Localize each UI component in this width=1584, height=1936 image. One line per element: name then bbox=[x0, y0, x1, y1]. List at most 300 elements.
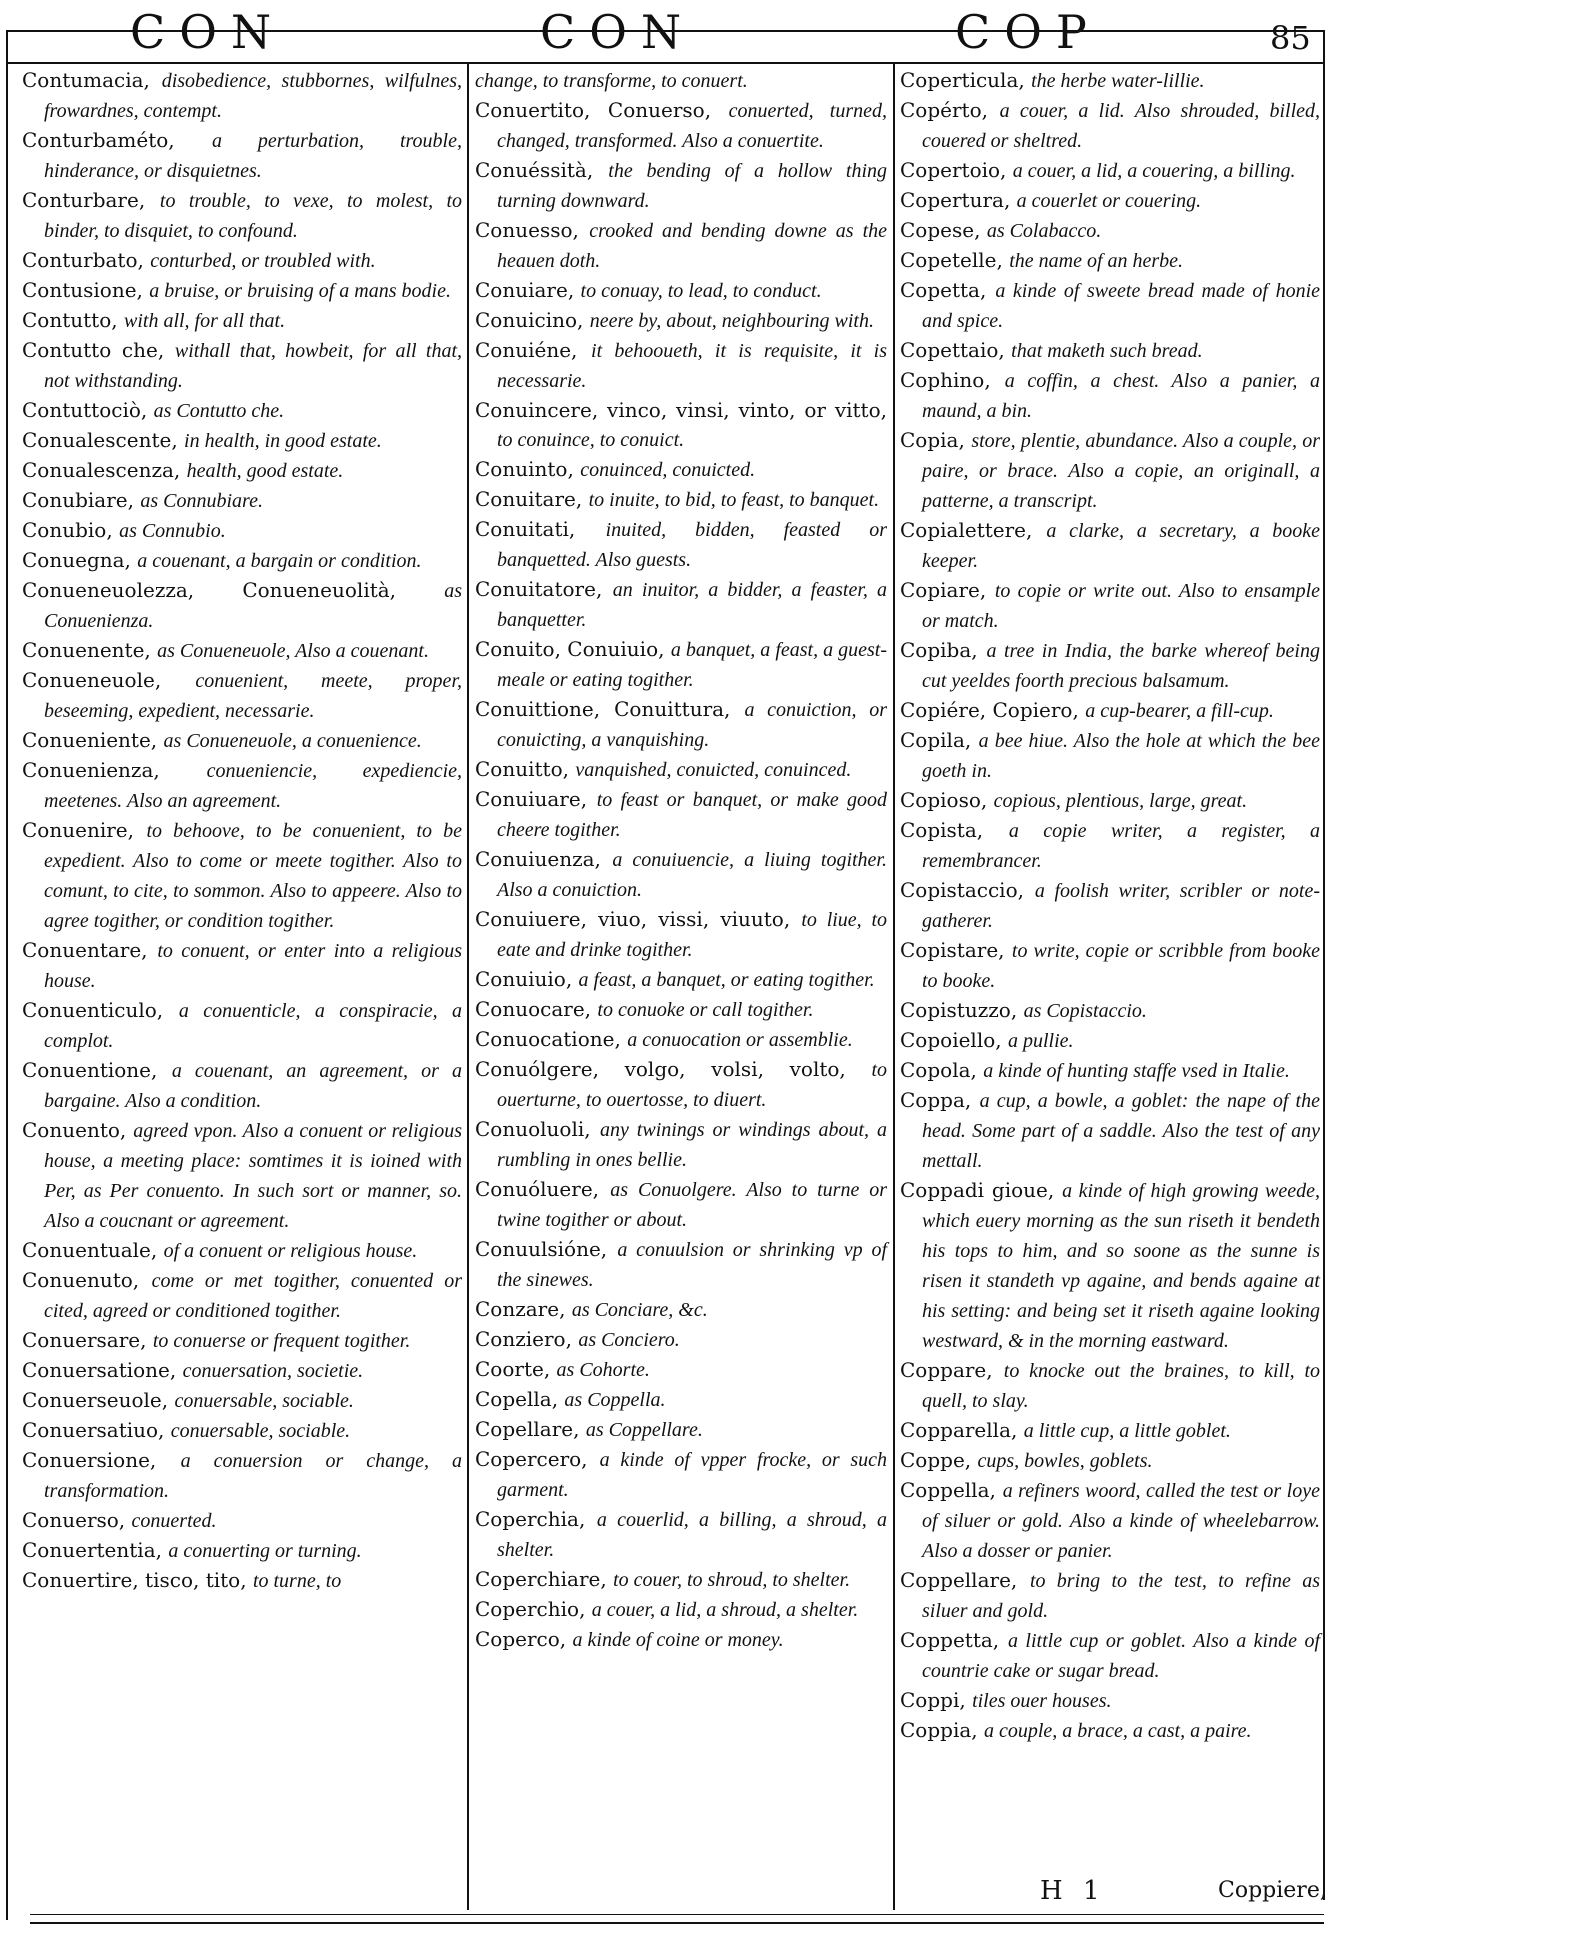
dictionary-entry bbox=[900, 936, 1320, 996]
definition: as Conuenienza. bbox=[44, 580, 462, 632]
definition: conuerted. bbox=[131, 1510, 217, 1532]
column-3 bbox=[900, 66, 1320, 1746]
dictionary-entry bbox=[900, 696, 1320, 726]
definition: the bending of a hollow thing turning downward. bbox=[497, 160, 887, 212]
headword: Conturbare, bbox=[22, 188, 146, 212]
definition: conuersable, sociable. bbox=[170, 1420, 351, 1442]
dictionary-entry bbox=[22, 516, 462, 546]
definition: cups, bowles, goblets. bbox=[977, 1450, 1153, 1472]
dictionary-entry bbox=[475, 216, 887, 276]
dictionary-entry bbox=[22, 996, 462, 1056]
running-head-3: COP bbox=[955, 5, 1101, 59]
dictionary-entry bbox=[900, 786, 1320, 816]
headword: Conuentare, bbox=[22, 938, 148, 962]
headword: Copia, bbox=[900, 428, 965, 452]
headword: Conuitare, bbox=[475, 487, 583, 511]
dictionary-entry bbox=[900, 1056, 1320, 1086]
definition: a perturbation, trouble, hinderance, or disquietnes. bbox=[44, 130, 462, 182]
headword: Copistuzzo, bbox=[900, 998, 1018, 1022]
dictionary-entry bbox=[22, 396, 462, 426]
definition: to trouble, to vexe, to molest, to binder, to disquiet, to confound. bbox=[44, 190, 463, 242]
headword: Conubio, bbox=[22, 518, 113, 542]
headword: Coppe, bbox=[900, 1448, 972, 1472]
headword: Conueneuolezza, Conueneuolità, bbox=[22, 578, 397, 602]
dictionary-entry bbox=[475, 396, 887, 455]
dictionary-entry bbox=[900, 1026, 1320, 1056]
definition: a pullie. bbox=[1007, 1030, 1074, 1052]
definition: to turne, to bbox=[252, 1570, 342, 1592]
definition: a conuerting or turning. bbox=[168, 1540, 362, 1562]
definition: a kinde of high growing weede, which euery morning as the sun riseth it bendeth his tops to him, and so soone as the sunne is risen it standeth vp againe, and bends againe at his setting: and being set it riseth againe looking westward, & in the morning eastward. bbox=[922, 1180, 1321, 1352]
definition: tiles ouer houses. bbox=[972, 1690, 1112, 1712]
definition: to conuince, to conuict. bbox=[497, 429, 685, 451]
dictionary-entry bbox=[475, 515, 887, 575]
headword: Conuitatore, bbox=[475, 577, 603, 601]
headword: Copista, bbox=[900, 818, 984, 842]
headword: Conuoluoli, bbox=[475, 1117, 591, 1141]
headword: Copettaio, bbox=[900, 338, 1005, 362]
headword: Coppetta, bbox=[900, 1628, 1000, 1652]
headword: Conuenente, bbox=[22, 638, 151, 662]
headword: Conuéssità, bbox=[475, 158, 594, 182]
definition: to conuoke or call togither. bbox=[597, 999, 814, 1021]
dictionary-entry bbox=[22, 756, 462, 816]
dictionary-entry bbox=[475, 336, 887, 396]
headword: Conuulsióne, bbox=[475, 1237, 608, 1261]
dictionary-entry bbox=[900, 336, 1320, 366]
dictionary-entry bbox=[475, 1625, 887, 1655]
headword: Contuttociò, bbox=[22, 398, 148, 422]
headword: Conuittione, Conuittura, bbox=[475, 697, 731, 721]
dictionary-entry bbox=[22, 306, 462, 336]
headword: Conturbato, bbox=[22, 248, 144, 272]
header-rule bbox=[6, 62, 1325, 64]
definition: a conuersion or change, a transformation. bbox=[44, 1450, 463, 1502]
dictionary-entry bbox=[900, 366, 1320, 426]
headword: Coorte, bbox=[475, 1357, 551, 1381]
headword: Coppa, bbox=[900, 1088, 972, 1112]
definition: neere by, about, neighbouring with. bbox=[589, 310, 874, 332]
headword: Copila, bbox=[900, 728, 972, 752]
dictionary-entry bbox=[22, 816, 462, 936]
headword: Conuegna, bbox=[22, 548, 131, 572]
dictionary-entry bbox=[475, 785, 887, 845]
dictionary-entry bbox=[900, 426, 1320, 516]
headword: Conueniente, bbox=[22, 728, 158, 752]
headword: Conualescente, bbox=[22, 428, 178, 452]
dictionary-entry bbox=[22, 546, 462, 576]
definition: conturbed, or troubled with. bbox=[150, 250, 376, 272]
dictionary-entry bbox=[900, 996, 1320, 1026]
dictionary-entry bbox=[475, 635, 887, 695]
dictionary-entry bbox=[475, 1595, 887, 1625]
column-2 bbox=[475, 66, 887, 1655]
definition: a banquet, a feast, a guest-meale or eating togither. bbox=[497, 639, 887, 691]
dictionary-entry bbox=[22, 1386, 462, 1416]
definition: a couenant, a bargain or condition. bbox=[137, 550, 422, 572]
definition: store, plentie, abundance. Also a couple, or paire, or brace. Also a copie, an originall, a patterne, a transcript. bbox=[922, 430, 1320, 512]
dictionary-entry bbox=[900, 1176, 1320, 1356]
dictionary-entry bbox=[475, 66, 887, 96]
column-rule-1 bbox=[467, 64, 469, 1910]
definition: copious, plentious, large, great. bbox=[993, 790, 1248, 812]
definition: a kinde of coine or money. bbox=[572, 1629, 784, 1651]
dictionary-entry bbox=[900, 246, 1320, 276]
headword: Copola, bbox=[900, 1058, 977, 1082]
frame-left-rule bbox=[6, 30, 8, 1920]
dictionary-entry bbox=[475, 1325, 887, 1355]
dictionary-entry bbox=[900, 636, 1320, 696]
headword: Coppi, bbox=[900, 1688, 966, 1712]
frame-bottom-thin-rule bbox=[30, 1914, 1324, 1915]
definition: a coffin, a chest. Also a panier, a maund, a bin. bbox=[922, 370, 1320, 422]
definition: to knocke out the braines, to kill, to quell, to slay. bbox=[922, 1360, 1321, 1412]
definition: vanquished, conuicted, conuinced. bbox=[575, 759, 852, 781]
definition: change, to transforme, to conuert. bbox=[475, 70, 748, 92]
definition: as Coppella. bbox=[564, 1389, 666, 1411]
dictionary-entry bbox=[900, 186, 1320, 216]
headword: Coppella, bbox=[900, 1478, 996, 1502]
dictionary-entry bbox=[22, 1416, 462, 1446]
dictionary-entry bbox=[475, 1505, 887, 1565]
dictionary-entry bbox=[22, 936, 462, 996]
dictionary-entry bbox=[475, 1115, 887, 1175]
definition: in health, in good estate. bbox=[184, 430, 382, 452]
headword: Conuerso, bbox=[22, 1508, 126, 1532]
dictionary-entry bbox=[475, 485, 887, 515]
definition: a cup-bearer, a fill-cup. bbox=[1085, 700, 1274, 722]
headword: Conuesso, bbox=[475, 218, 579, 242]
definition: a kinde of hunting staffe vsed in Italie. bbox=[983, 1060, 1290, 1082]
dictionary-entry bbox=[475, 1445, 887, 1505]
definition: an inuitor, a bidder, a feaster, a banquetter. bbox=[497, 579, 888, 631]
headword: Conuiuenza, bbox=[475, 847, 601, 871]
dictionary-entry bbox=[475, 1295, 887, 1325]
definition: to conuerse or frequent togither. bbox=[152, 1330, 411, 1352]
dictionary-entry bbox=[475, 1175, 887, 1235]
dictionary-entry bbox=[22, 636, 462, 666]
headword: Conuenienza, bbox=[22, 758, 160, 782]
headword: Cophino, bbox=[900, 368, 991, 392]
definition: any twinings or windings about, a rumbling in ones bellie. bbox=[497, 1119, 888, 1171]
headword: Conuólgere, volgo, volsi, volto, bbox=[475, 1057, 846, 1081]
dictionary-entry bbox=[475, 1235, 887, 1295]
headword: Copistare, bbox=[900, 938, 1005, 962]
definition: come or met togither, conuented or cited, agreed or conditioned togither. bbox=[44, 1270, 462, 1322]
catchword: Coppiere, bbox=[1218, 1878, 1327, 1903]
column-1 bbox=[22, 66, 462, 1596]
running-head-1: CON bbox=[130, 5, 286, 59]
definition: a couer, a lid, a shroud, a shelter. bbox=[591, 1599, 859, 1621]
headword: Conuertito, Conuerso, bbox=[475, 98, 712, 122]
definition: to copie or write out. Also to ensample or match. bbox=[922, 580, 1321, 632]
headword: Copetelle, bbox=[900, 248, 1003, 272]
headword: Conuocatione, bbox=[475, 1027, 621, 1051]
headword: Conuincere, vinco, vinsi, vinto, or vitto, bbox=[475, 398, 887, 422]
definition: as Conueneuole, a conuenience. bbox=[163, 730, 422, 752]
headword: Copella, bbox=[475, 1387, 559, 1411]
definition: to conuent, or enter into a religious house. bbox=[44, 940, 463, 992]
headword: Conuocare, bbox=[475, 997, 592, 1021]
dictionary-entry bbox=[475, 156, 887, 216]
definition: a conuulsion or shrinking vp of the sinewes. bbox=[497, 1239, 888, 1291]
definition: inuited, bidden, feasted or banquetted. Also guests. bbox=[497, 519, 888, 571]
headword: Coppia, bbox=[900, 1718, 978, 1742]
definition: as Connubiare. bbox=[140, 490, 263, 512]
dictionary-entry bbox=[900, 1626, 1320, 1686]
definition: a little cup or goblet. Also a kinde of countrie cake or sugar bread. bbox=[922, 1630, 1321, 1682]
dictionary-entry bbox=[900, 156, 1320, 186]
headword: Copiba, bbox=[900, 638, 978, 662]
headword: Copistaccio, bbox=[900, 878, 1024, 902]
headword: Copoiello, bbox=[900, 1028, 1002, 1052]
dictionary-entry bbox=[900, 516, 1320, 576]
column-rule-2 bbox=[893, 64, 895, 1910]
dictionary-entry bbox=[900, 816, 1320, 876]
definition: a tree in India, the barke whereof being cut yeeldes foorth precious balsamum. bbox=[922, 640, 1320, 692]
definition: to liue, to eate and drinke togither. bbox=[497, 909, 888, 961]
definition: it behooueth, it is requisite, it is necessarie. bbox=[497, 340, 887, 392]
headword: Copialettere, bbox=[900, 518, 1033, 542]
dictionary-entry bbox=[900, 1566, 1320, 1626]
definition: as Conueneuole, Also a couenant. bbox=[157, 640, 429, 662]
headword: Conuersare, bbox=[22, 1328, 147, 1352]
headword: Coperco, bbox=[475, 1627, 567, 1651]
headword: Conturbaméto, bbox=[22, 128, 175, 152]
headword: Conuitto, bbox=[475, 757, 569, 781]
definition: a couer, a lid, a couering, a billing. bbox=[1012, 160, 1296, 182]
dictionary-entry bbox=[475, 1055, 887, 1115]
definition: conuenient, meete, proper, beseeming, expedient, necessarie. bbox=[44, 670, 463, 722]
headword: Conuersione, bbox=[22, 1448, 157, 1472]
dictionary-entry bbox=[22, 726, 462, 756]
definition: a cup, a bowle, a goblet: the nape of the head. Some part of a saddle. Also the test of any mettall. bbox=[922, 1090, 1320, 1172]
dictionary-entry bbox=[22, 246, 462, 276]
definition: as Colabacco. bbox=[986, 220, 1102, 242]
dictionary-entry bbox=[475, 965, 887, 995]
dictionary-entry bbox=[22, 426, 462, 456]
headword: Conuóluere, bbox=[475, 1177, 600, 1201]
definition: a conuiuencie, a liuing togither. Also a conuiction. bbox=[497, 849, 887, 901]
dictionary-entry bbox=[900, 1476, 1320, 1566]
headword: Copetta, bbox=[900, 278, 987, 302]
definition: with all, for all that. bbox=[123, 310, 286, 332]
dictionary-entry bbox=[22, 1266, 462, 1326]
headword: Copertoio, bbox=[900, 158, 1007, 182]
headword: Conuersatiuo, bbox=[22, 1418, 165, 1442]
headword: Coppare, bbox=[900, 1358, 993, 1382]
definition: a couple, a brace, a cast, a paire. bbox=[984, 1720, 1252, 1742]
dictionary-entry bbox=[475, 995, 887, 1025]
dictionary-entry bbox=[900, 216, 1320, 246]
dictionary-entry bbox=[475, 845, 887, 905]
dictionary-entry bbox=[900, 1356, 1320, 1416]
frame-bottom-rule bbox=[30, 1922, 1324, 1924]
headword: Copertura, bbox=[900, 188, 1011, 212]
definition: a little cup, a little goblet. bbox=[1023, 1420, 1231, 1442]
headword: Conueneuole, bbox=[22, 668, 162, 692]
headword: Conuertire, tisco, tito, bbox=[22, 1568, 247, 1592]
dictionary-entry bbox=[475, 575, 887, 635]
definition: the name of an herbe. bbox=[1009, 250, 1184, 272]
headword: Copioso, bbox=[900, 788, 988, 812]
headword: Conuertentia, bbox=[22, 1538, 162, 1562]
definition: conuerted, turned, changed, transformed. Also a conuertite. bbox=[497, 100, 887, 152]
headword: Coperchiare, bbox=[475, 1567, 607, 1591]
headword: Copellare, bbox=[475, 1417, 580, 1441]
definition: withall that, howbeit, for all that, not withstanding. bbox=[44, 340, 463, 392]
dictionary-entry bbox=[22, 1236, 462, 1266]
definition: as Copistaccio. bbox=[1023, 1000, 1147, 1022]
headword: Conziero, bbox=[475, 1327, 572, 1351]
signature-mark: H 1 bbox=[1040, 1876, 1106, 1906]
dictionary-entry bbox=[900, 66, 1320, 96]
dictionary-entry bbox=[22, 336, 462, 396]
dictionary-entry bbox=[22, 1116, 462, 1236]
definition: to bring to the test, to refine as siluer and gold. bbox=[922, 1570, 1320, 1622]
definition: a bee hiue. Also the hole at which the bee goeth in. bbox=[922, 730, 1320, 782]
headword: Conuenticulo, bbox=[22, 998, 164, 1022]
definition: as Contutto che. bbox=[153, 400, 285, 422]
definition: conueniencie, expediencie, meetenes. Also an agreement. bbox=[44, 760, 462, 812]
definition: disobedience, stubbornes, wilfulnes, frowardnes, contempt. bbox=[44, 70, 462, 122]
dictionary-entry bbox=[22, 66, 462, 126]
headword: Copercero, bbox=[475, 1447, 588, 1471]
definition: to ouerturne, to ouertosse, to diuert. bbox=[497, 1059, 888, 1111]
dictionary-entry bbox=[22, 1536, 462, 1566]
definition: agreed vpon. Also a conuent or religious house, a meeting place: somtimes it is ioined with Per, as Per conuento. In such sort or manner, so. Also a coucnant or agreement. bbox=[44, 1120, 462, 1232]
definition: a clarke, a secretary, a booke keeper. bbox=[922, 520, 1321, 572]
dictionary-entry bbox=[475, 905, 887, 965]
definition: a couer, a lid. Also shrouded, billed, couered or sheltred. bbox=[922, 100, 1320, 152]
headword: Coppadi gioue, bbox=[900, 1178, 1055, 1202]
definition: to feast or banquet, or make good cheere togither. bbox=[497, 789, 888, 841]
headword: Conuiare, bbox=[475, 278, 575, 302]
dictionary-entry bbox=[475, 1385, 887, 1415]
dictionary-entry bbox=[22, 1446, 462, 1506]
headword: Conuinto, bbox=[475, 457, 574, 481]
definition: the herbe water-lillie. bbox=[1031, 70, 1205, 92]
definition: conuinced, conuicted. bbox=[580, 459, 756, 481]
headword: Copparella, bbox=[900, 1418, 1018, 1442]
dictionary-entry bbox=[900, 576, 1320, 636]
definition: to couer, to shroud, to shelter. bbox=[613, 1569, 851, 1591]
headword: Conuentione, bbox=[22, 1058, 158, 1082]
definition: as Cohorte. bbox=[556, 1359, 650, 1381]
headword: Conualescenza, bbox=[22, 458, 181, 482]
headword: Copese, bbox=[900, 218, 981, 242]
dictionary-entry bbox=[22, 186, 462, 246]
dictionary-entry bbox=[22, 486, 462, 516]
dictionary-entry bbox=[900, 876, 1320, 936]
definition: conuersation, societie. bbox=[182, 1360, 364, 1382]
headword: Conuerseuole, bbox=[22, 1388, 169, 1412]
definition: a refiners woord, called the test or loye of siluer or gold. Also a kinde of wheelebarrow. Also a dosser or panier. bbox=[922, 1480, 1320, 1562]
definition: as Conciare, &c. bbox=[571, 1299, 708, 1321]
definition: health, good estate. bbox=[186, 460, 344, 482]
dictionary-entry bbox=[900, 1446, 1320, 1476]
headword: Contutto che, bbox=[22, 338, 165, 362]
definition: as Conciero. bbox=[578, 1329, 680, 1351]
headword: Contumacia, bbox=[22, 68, 150, 92]
dictionary-entry bbox=[475, 1025, 887, 1055]
definition: to conuay, to lead, to conduct. bbox=[580, 280, 822, 302]
dictionary-entry bbox=[22, 666, 462, 726]
definition: a couerlet or couering. bbox=[1016, 190, 1202, 212]
headword: Conuiuere, viuo, vissi, viuuto, bbox=[475, 907, 791, 931]
definition: a conuenticle, a conspiracie, a complot. bbox=[44, 1000, 462, 1052]
headword: Coperchio, bbox=[475, 1597, 586, 1621]
headword: Copérto, bbox=[900, 98, 988, 122]
headword: Conuenuto, bbox=[22, 1268, 140, 1292]
dictionary-entry bbox=[900, 276, 1320, 336]
frame-right-rule bbox=[1323, 30, 1325, 1900]
dictionary-entry bbox=[900, 1716, 1320, 1746]
definition: a couenant, an agreement, or a bargaine. Also a condition. bbox=[44, 1060, 463, 1112]
dictionary-entry bbox=[900, 96, 1320, 156]
definition: as Conuolgere. Also to turne or twine togither or about. bbox=[497, 1179, 887, 1231]
dictionary-entry bbox=[475, 1565, 887, 1595]
dictionary-entry bbox=[22, 276, 462, 306]
headword: Conuito, Conuiuio, bbox=[475, 637, 665, 661]
dictionary-entry bbox=[22, 456, 462, 486]
headword: Copiére, Copiero, bbox=[900, 698, 1079, 722]
definition: as Connubio. bbox=[119, 520, 226, 542]
headword: Conzare, bbox=[475, 1297, 566, 1321]
definition: that maketh such bread. bbox=[1011, 340, 1203, 362]
dictionary-entry bbox=[900, 1086, 1320, 1176]
definition: a bruise, or bruising of a mans bodie. bbox=[149, 280, 451, 302]
dictionary-entry bbox=[22, 1566, 462, 1596]
dictionary-entry bbox=[900, 1686, 1320, 1716]
definition: a kinde of sweete bread made of honie and spice. bbox=[922, 280, 1320, 332]
dictionary-entry bbox=[475, 96, 887, 156]
dictionary-entry bbox=[900, 1416, 1320, 1446]
headword: Coperchia, bbox=[475, 1507, 586, 1531]
dictionary-entry bbox=[475, 276, 887, 306]
definition: a couerlid, a billing, a shroud, a shelter. bbox=[497, 1509, 888, 1561]
dictionary-entry bbox=[475, 455, 887, 485]
headword: Conuitati, bbox=[475, 517, 576, 541]
dictionary-entry bbox=[22, 1056, 462, 1116]
dictionary-entry bbox=[22, 1356, 462, 1386]
page-number: 85 bbox=[1270, 19, 1311, 57]
dictionary-entry bbox=[475, 1415, 887, 1445]
running-head-2: CON bbox=[540, 5, 696, 59]
definition: of a conuent or religious house. bbox=[163, 1240, 418, 1262]
headword: Conuersatione, bbox=[22, 1358, 177, 1382]
headword: Coperticula, bbox=[900, 68, 1025, 92]
headword: Contusione, bbox=[22, 278, 143, 302]
definition: a foolish writer, scribler or note-gatherer. bbox=[922, 880, 1320, 932]
dictionary-entry bbox=[22, 1506, 462, 1536]
definition: a conuiction, or conuicting, a vanquishing. bbox=[497, 699, 887, 751]
headword: Conuentuale, bbox=[22, 1238, 158, 1262]
definition: to inuite, to bid, to feast, to banquet. bbox=[588, 489, 880, 511]
headword: Conuenire, bbox=[22, 818, 134, 842]
definition: crooked and bending downe as the heauen doth. bbox=[497, 220, 888, 272]
dictionary-entry bbox=[22, 126, 462, 186]
headword: Conuiéne, bbox=[475, 338, 578, 362]
definition: a feast, a banquet, or eating togither. bbox=[578, 969, 875, 991]
dictionary-entry bbox=[22, 576, 462, 636]
definition: a kinde of vpper frocke, or such garment. bbox=[497, 1449, 888, 1501]
definition: to write, copie or scribble from booke to booke. bbox=[922, 940, 1320, 992]
headword: Conuiuio, bbox=[475, 967, 573, 991]
headword: Contutto, bbox=[22, 308, 118, 332]
headword: Copiare, bbox=[900, 578, 987, 602]
dictionary-entry bbox=[22, 1326, 462, 1356]
